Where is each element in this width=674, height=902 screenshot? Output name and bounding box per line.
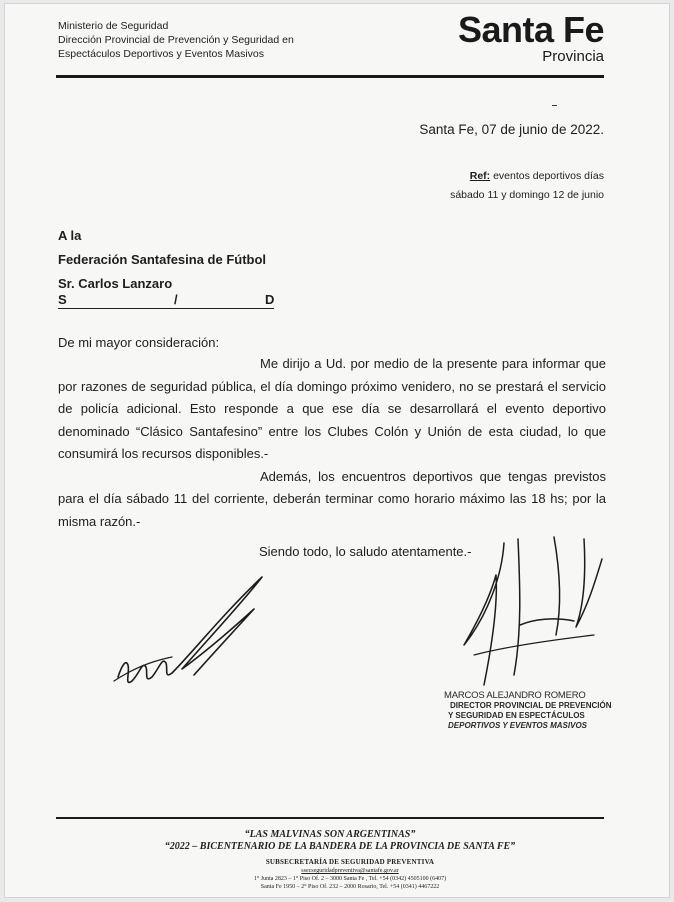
ministry-header <box>58 19 294 61</box>
logo-name: Santa Fe <box>457 9 604 50</box>
letter-body <box>58 353 606 533</box>
right-signature <box>444 535 614 701</box>
addressee-line: Sr. Carlos Lanzaro <box>58 276 173 291</box>
logo-subtitle: Provincia <box>542 48 604 65</box>
footer-email: ssecseguridadpreventiva@santafe.gov.ar <box>301 868 399 874</box>
stray-mark <box>552 105 557 106</box>
stamp-line-1: DIRECTOR PROVINCIAL DE PREVENCIÓN <box>450 701 612 710</box>
greeting: De mi mayor consideración: <box>58 335 220 350</box>
addressee-line: A la <box>58 228 82 243</box>
santa-fe-logo <box>436 9 604 64</box>
ministry-line: Dirección Provincial de Prevención y Seguridad en <box>58 34 294 46</box>
footer-address-1: 1° Junta 2823 – 1° Piso Of. 2 – 3000 Santa Fe , Tel. +54 (0342) 4505100 (6407) <box>253 876 447 882</box>
sd-line <box>58 292 274 309</box>
footer-motto-1: “LAS MALVINAS SON ARGENTINAS” <box>244 829 416 840</box>
signature-stamp <box>444 691 612 731</box>
body-paragraph-1: Me dirijo a Ud. por medio de la presente para informar que por razones de seguridad pública, el día domingo próximo venidero, no se prestará el servicio de policía adicional. Esto responde a que ese día se desarrollará el evento deportivo denominado “Clásico Santafesino” entre los Clubes Colón y Unión de esta ciudad, lo que consumirá los recursos disponibles.- <box>58 356 606 461</box>
body-paragraph-2: Además, los encuentros deportivos que tengas previstos para el día sábado 11 del corriente, deberán terminar como horario máximo las 18 hs; por la misma razón.- <box>58 468 606 529</box>
stamp-line-2: Y SEGURIDAD EN ESPECTÁCULOS <box>448 711 585 720</box>
footer-motto-2: “2022 – BICENTENARIO DE LA BANDERA DE LA PROVINCIA DE SANTA FE” <box>164 841 516 852</box>
sd-slash: / <box>174 292 178 307</box>
footer-rule <box>56 817 604 819</box>
footer <box>56 829 604 891</box>
ministry-line: Ministerio de Seguridad <box>58 20 169 32</box>
stamp-line-3: DEPORTIVOS Y EVENTOS MASIVOS <box>448 721 588 730</box>
sd-s: S <box>58 292 67 307</box>
reference-line-1: eventos deportivos días <box>490 170 604 182</box>
reference-label: Ref: <box>469 170 491 182</box>
stamp-name: MARCOS ALEJANDRO ROMERO <box>444 690 586 701</box>
reference-block <box>384 167 604 205</box>
footer-address-2: Santa Fe 1950 – 2° Piso Of. 232 – 2000 Rosario, Tel. +54 (0341) 4467222 <box>260 884 440 890</box>
reference-line-2: sábado 11 y domingo 12 de junio <box>450 189 604 201</box>
date-line: Santa Fe, 07 de junio de 2022. <box>419 122 604 137</box>
letter-page <box>4 3 670 898</box>
header-rule <box>56 75 604 78</box>
closing-line: Siendo todo, lo saludo atentamente.- <box>259 544 472 559</box>
left-signature <box>112 569 272 699</box>
addressee-line: Federación Santafesina de Fútbol <box>58 252 267 267</box>
ministry-line: Espectáculos Deportivos y Eventos Masivos <box>58 48 265 60</box>
sd-d: D <box>265 292 275 307</box>
footer-subsecretaria: SUBSECRETARÍA DE SEGURIDAD PREVENTIVA <box>265 858 435 866</box>
addressee-block <box>58 224 266 296</box>
